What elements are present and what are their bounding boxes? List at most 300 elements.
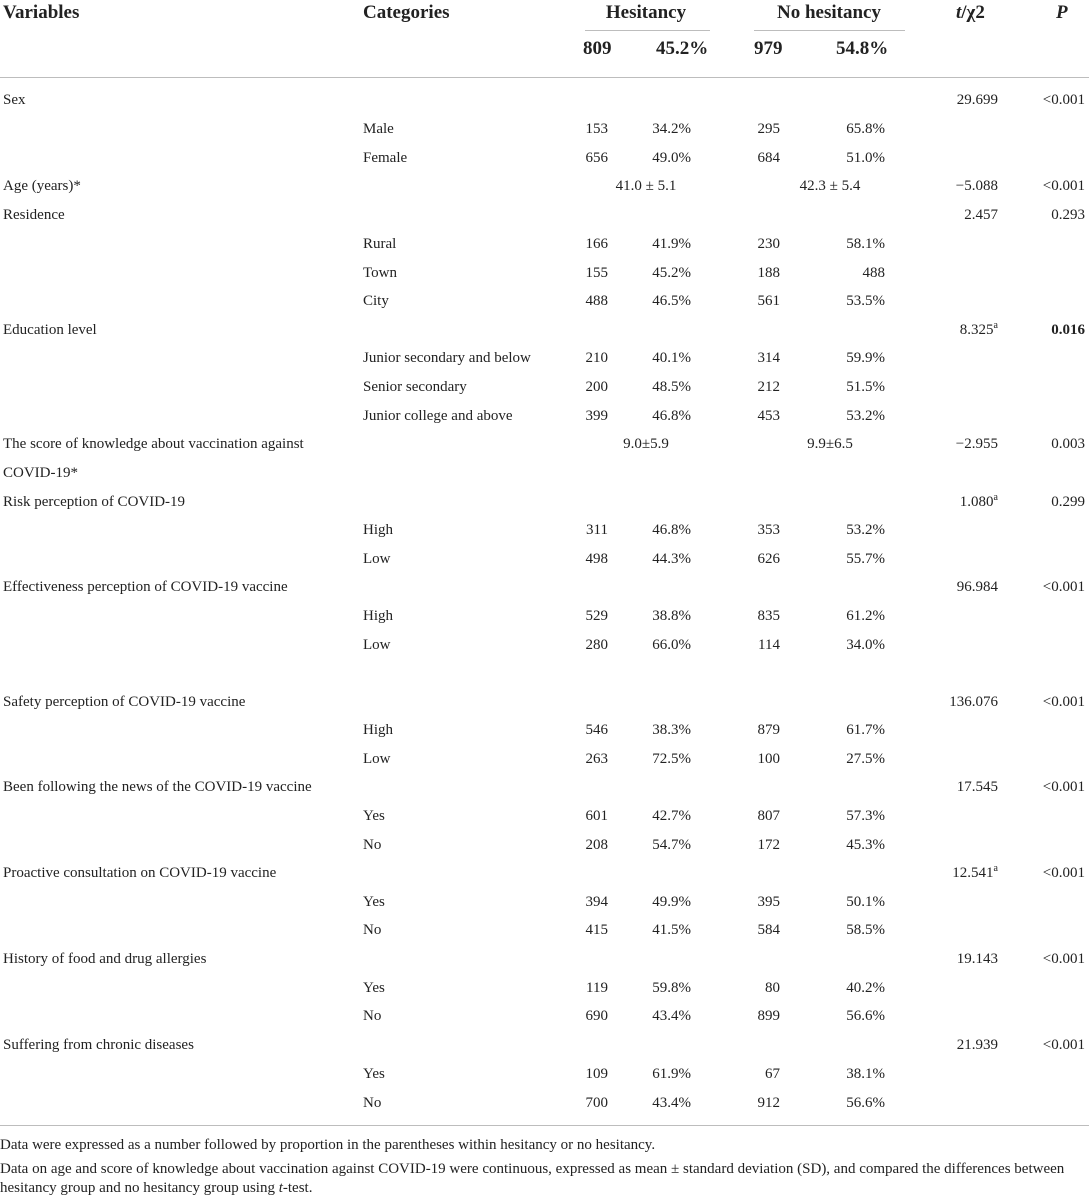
cell-h-n (586, 722, 609, 739)
cell-category (363, 1095, 381, 1112)
bottom-rule (0, 1125, 1089, 1126)
hesitancy-underline (585, 30, 710, 31)
cell-n-n (758, 379, 781, 396)
cell-stat (964, 207, 998, 224)
cell-category (363, 1066, 385, 1083)
cell-h-n-text: 200 (585, 379, 608, 395)
cell-stat-text: 17.545 (956, 779, 998, 795)
cell-h-n (586, 922, 609, 939)
cell-n-pct-text: 56.6% (846, 1095, 885, 1111)
cell-h-mean (616, 178, 677, 195)
cell-p-text: <0.001 (1042, 178, 1085, 194)
cell-n-pct (846, 1008, 885, 1025)
cell-h-n-text: 399 (585, 408, 608, 424)
cell-h-n (586, 608, 609, 625)
cell-category (363, 236, 396, 253)
cell-stat-text: 8.325 (959, 322, 994, 338)
cell-h-n-text: 166 (585, 236, 608, 252)
cell-n-n-text: 188 (757, 265, 780, 281)
cell-category-text: Yes (363, 1066, 385, 1082)
cell-category (363, 408, 513, 425)
cell-h-pct-text: 45.2% (652, 265, 691, 281)
cell-n-n-text: 835 (757, 608, 780, 624)
cell-h-n (586, 551, 609, 568)
cell-n-pct-text: 51.5% (846, 379, 885, 395)
cell-stat (957, 779, 998, 796)
cell-n-pct (846, 722, 885, 739)
cell-stat (957, 951, 998, 968)
cell-stat-text: 96.984 (956, 579, 998, 595)
cell-n-n-text: 395 (757, 894, 780, 910)
cell-n-pct-text: 58.1% (846, 236, 885, 252)
cell-variable (3, 779, 312, 796)
cell-n-n (758, 350, 781, 367)
cell-n-n (758, 236, 781, 253)
cell-h-n (586, 637, 609, 654)
cell-h-pct (652, 837, 691, 854)
header-statistic-chi: /χ2 (961, 2, 985, 23)
cell-n-n-text: 295 (757, 121, 780, 137)
cell-n-n-text: 114 (758, 637, 780, 653)
cell-variable-text: Effectiveness perception of COVID-19 vaccine (3, 579, 288, 595)
stat-footnote-marker: a (993, 320, 998, 331)
cell-n-n-text: 100 (757, 751, 780, 767)
cell-n-n-text: 314 (757, 350, 780, 366)
cell-n-n (758, 722, 781, 739)
cell-category (363, 551, 391, 568)
cell-p (1043, 951, 1085, 968)
cell-n-pct-text: 57.3% (846, 808, 885, 824)
cell-n-pct-text: 40.2% (846, 980, 885, 996)
cell-p-text: 0.016 (1051, 322, 1085, 338)
cell-stat-text: −5.088 (955, 178, 998, 194)
cell-p (1051, 494, 1085, 511)
cell-category (363, 379, 467, 396)
stat-footnote-marker: a (993, 492, 998, 503)
cell-variable (3, 494, 185, 511)
cell-variable-text: Safety perception of COVID-19 vaccine (3, 694, 246, 710)
cell-p (1043, 779, 1085, 796)
no-hesitancy-underline (754, 30, 905, 31)
cell-stat (952, 865, 998, 882)
cell-n-pct-text: 65.8% (846, 121, 885, 137)
cell-h-pct (652, 922, 691, 939)
cell-h-n-text: 546 (585, 722, 608, 738)
cell-h-pct (652, 408, 691, 425)
cell-h-n-text: 601 (585, 808, 608, 824)
cell-h-pct (652, 1066, 691, 1083)
cell-variable (3, 178, 81, 195)
cell-n-n-text: 453 (757, 408, 780, 424)
cell-p (1043, 178, 1085, 195)
cell-stat-text: 21.939 (956, 1037, 998, 1053)
cell-n-pct (846, 808, 885, 825)
cell-category (363, 637, 391, 654)
cell-category (363, 350, 531, 367)
cell-n-n-text: 899 (757, 1008, 780, 1024)
cell-n-n-text: 212 (757, 379, 780, 395)
cell-variable (3, 465, 78, 482)
cell-n-n (758, 837, 781, 854)
cell-h-pct-text: 66.0% (652, 637, 691, 653)
cell-stat (957, 579, 998, 596)
cell-h-n-text: 690 (585, 1008, 608, 1024)
cell-n-pct-text: 38.1% (846, 1066, 885, 1082)
header-categories: Categories (363, 2, 450, 23)
cell-n-mean-text: 9.9±6.5 (807, 436, 853, 452)
header-variables: Variables (3, 2, 80, 23)
header-no-hesitancy: No hesitancy (777, 2, 881, 23)
cell-h-n (586, 408, 609, 425)
cell-p (1043, 92, 1085, 109)
cell-n-pct-text: 45.3% (846, 837, 885, 853)
cell-h-n-text: 656 (585, 150, 608, 166)
cell-n-pct (846, 1095, 885, 1112)
cell-n-n (758, 608, 781, 625)
cell-category-text: Low (363, 637, 391, 653)
cell-stat-text: 136.076 (949, 694, 998, 710)
cell-category-text: Yes (363, 808, 385, 824)
cell-n-pct (846, 608, 885, 625)
cell-h-n (586, 1095, 609, 1112)
cell-n-n-text: 353 (757, 522, 780, 538)
cell-n-mean (807, 436, 853, 453)
cell-category-text: No (363, 1008, 382, 1024)
cell-variable (3, 322, 97, 339)
cell-stat (957, 1037, 998, 1054)
cell-category (363, 980, 385, 997)
cell-category (363, 150, 407, 167)
cell-n-pct (846, 522, 885, 539)
cell-h-n-text: 280 (585, 637, 608, 653)
cell-stat-text: −2.955 (955, 436, 998, 452)
cell-category-text: High (363, 722, 393, 738)
cell-p-text: 0.293 (1051, 207, 1085, 223)
cell-n-n (765, 980, 780, 997)
header-p: P (1056, 2, 1068, 23)
cell-h-pct-text: 49.0% (652, 150, 691, 166)
cell-h-pct-text: 54.7% (652, 837, 691, 853)
cell-n-n-text: 879 (757, 722, 780, 738)
cell-stat-text: 12.541 (952, 865, 994, 881)
cell-variable-text: Suffering from chronic diseases (3, 1037, 194, 1053)
cell-n-pct (846, 236, 885, 253)
cell-stat (957, 92, 998, 109)
cell-h-pct-text: 59.8% (652, 980, 691, 996)
cell-n-pct-text: 50.1% (846, 894, 885, 910)
cell-n-n (758, 1008, 781, 1025)
cell-h-pct (652, 608, 691, 625)
cell-h-n (586, 522, 608, 539)
cell-p-text: 0.299 (1051, 494, 1085, 510)
footnote-2-text: Data on age and score of knowledge about vaccination against COVID-19 were continuous, expressed as mean ± standard deviation (SD), and compared the differences between hesitancy group and no hesitancy group using (0, 1161, 1065, 1196)
header-no-hesitancy-n: 979 (754, 38, 783, 59)
cell-n-pct-text: 61.7% (846, 722, 885, 738)
cell-h-n (586, 293, 609, 310)
cell-h-pct (652, 980, 691, 997)
cell-h-pct-text: 48.5% (652, 379, 691, 395)
cell-p (1043, 865, 1085, 882)
cell-p-text: <0.001 (1042, 779, 1085, 795)
cell-h-n (586, 236, 609, 253)
cell-p (1051, 322, 1085, 339)
cell-category-text: Low (363, 751, 391, 767)
cell-category-text: No (363, 922, 382, 938)
cell-h-n-text: 109 (585, 1066, 608, 1082)
cell-category (363, 751, 391, 768)
cell-h-pct-text: 41.9% (652, 236, 691, 252)
cell-stat (949, 694, 998, 711)
cell-n-n (758, 808, 781, 825)
cell-h-pct-text: 40.1% (652, 350, 691, 366)
cell-category (363, 121, 394, 138)
cell-p (1043, 1037, 1085, 1054)
cell-h-pct-text: 34.2% (652, 121, 691, 137)
cell-h-pct-text: 46.8% (652, 408, 691, 424)
cell-p-text: <0.001 (1042, 865, 1085, 881)
cell-p-text: <0.001 (1042, 694, 1085, 710)
cell-category-text: Male (363, 121, 394, 137)
cell-stat-text: 1.080 (959, 494, 994, 510)
cell-n-n (758, 894, 781, 911)
cell-h-n-text: 700 (585, 1095, 608, 1111)
cell-n-n-text: 172 (757, 837, 780, 853)
cell-category (363, 293, 389, 310)
cell-n-pct (846, 980, 885, 997)
cell-h-n (586, 265, 609, 282)
cell-n-n-text: 912 (757, 1095, 780, 1111)
cell-h-pct (652, 808, 691, 825)
cell-h-pct (652, 751, 691, 768)
cell-variable-text: Education level (3, 322, 97, 338)
cell-n-pct (846, 150, 885, 167)
footnote-1: Data were expressed as a number followed by proportion in the parentheses within hesitancy or no hesitancy. (0, 1137, 656, 1153)
cell-h-pct-text: 43.4% (652, 1095, 691, 1111)
header-no-hesitancy-pct: 54.8% (836, 38, 889, 59)
cell-p (1043, 694, 1085, 711)
cell-n-n (758, 922, 781, 939)
cell-stat-text: 29.699 (956, 92, 998, 108)
cell-n-pct (846, 837, 885, 854)
cell-stat (960, 322, 998, 339)
cell-h-pct (652, 293, 691, 310)
cell-h-pct (652, 265, 691, 282)
cell-h-pct-text: 72.5% (652, 751, 691, 767)
cell-h-n (586, 121, 609, 138)
cell-n-pct-text: 488 (862, 265, 885, 281)
cell-h-n (586, 751, 609, 768)
cell-n-pct (846, 751, 885, 768)
cell-category-text: High (363, 608, 393, 624)
cell-h-pct (652, 121, 691, 138)
cell-category (363, 808, 385, 825)
cell-n-pct-text: 53.5% (846, 293, 885, 309)
cell-h-pct-text: 61.9% (652, 1066, 691, 1082)
cell-n-n (758, 408, 781, 425)
cell-n-pct-text: 53.2% (846, 408, 885, 424)
cell-n-pct-text: 53.2% (846, 522, 885, 538)
cell-category-text: Town (363, 265, 397, 281)
cell-h-n (586, 894, 609, 911)
cell-n-n-text: 807 (757, 808, 780, 824)
cell-n-n (758, 293, 781, 310)
cell-category-text: High (363, 522, 393, 538)
cell-h-pct-text: 38.3% (652, 722, 691, 738)
cell-h-pct-text: 44.3% (652, 551, 691, 567)
cell-n-pct-text: 27.5% (846, 751, 885, 767)
cell-variable (3, 579, 288, 596)
cell-h-mean-text: 9.0±5.9 (623, 436, 669, 452)
cell-n-n (765, 1066, 780, 1083)
cell-n-pct (846, 894, 885, 911)
cell-variable (3, 436, 304, 453)
cell-h-n-text: 394 (585, 894, 608, 910)
cell-category (363, 922, 381, 939)
cell-category-text: No (363, 837, 382, 853)
cell-n-pct-text: 56.6% (846, 1008, 885, 1024)
footnote-2-t: t (278, 1180, 283, 1196)
cell-variable-text: Sex (3, 92, 26, 108)
cell-n-pct-text: 61.2% (846, 608, 885, 624)
cell-n-pct (846, 637, 885, 654)
cell-h-n (586, 980, 608, 997)
cell-category (363, 265, 397, 282)
footnote-2 (0, 1160, 1089, 1198)
cell-p-text: <0.001 (1042, 579, 1085, 595)
cell-category-text: Female (363, 150, 408, 166)
cell-n-n-text: 684 (757, 150, 780, 166)
cell-variable (3, 865, 276, 882)
cell-p-text: <0.001 (1042, 92, 1085, 108)
cell-h-n-text: 415 (585, 922, 608, 938)
cell-n-n-text: 584 (757, 922, 780, 938)
cell-category (363, 608, 393, 625)
cell-category-text: Junior secondary and below (363, 350, 531, 366)
cell-h-mean (623, 436, 669, 453)
cell-h-n (586, 808, 609, 825)
cell-category-text: Junior college and above (363, 408, 513, 424)
cell-category-text: Low (363, 551, 391, 567)
cell-n-n-text: 67 (765, 1066, 780, 1082)
header-hesitancy-pct: 45.2% (656, 38, 709, 59)
cell-variable-text: Age (years)* (3, 178, 81, 194)
cell-n-n (758, 522, 781, 539)
cell-n-pct-text: 55.7% (846, 551, 885, 567)
cell-h-n (586, 350, 609, 367)
cell-stat (960, 494, 998, 511)
cell-h-pct-text: 43.4% (652, 1008, 691, 1024)
header-statistic-t: t (956, 2, 962, 23)
cell-n-pct (846, 922, 885, 939)
cell-category-text: Yes (363, 894, 385, 910)
cell-n-n-text: 230 (757, 236, 780, 252)
cell-n-n (758, 150, 781, 167)
stat-footnote-marker: a (993, 863, 998, 874)
cell-h-pct-text: 42.7% (652, 808, 691, 824)
cell-variable (3, 1037, 194, 1054)
cell-variable-text: Proactive consultation on COVID-19 vaccine (3, 865, 277, 881)
cell-h-n-text: 153 (585, 121, 608, 137)
cell-p (1051, 436, 1085, 453)
cell-category-text: Rural (363, 236, 397, 252)
cell-n-pct (846, 379, 885, 396)
cell-h-pct (652, 522, 691, 539)
cell-p-text: <0.001 (1042, 951, 1085, 967)
cell-n-mean (800, 178, 861, 195)
cell-n-pct (863, 265, 886, 282)
cell-h-pct-text: 46.5% (652, 293, 691, 309)
cell-variable-text: COVID-19* (3, 465, 78, 481)
cell-h-mean-text: 41.0 ± 5.1 (615, 178, 677, 194)
cell-h-n (586, 379, 609, 396)
cell-p (1051, 207, 1085, 224)
cell-h-n (586, 1066, 609, 1083)
cell-n-n (758, 1095, 781, 1112)
cell-h-n-text: 208 (585, 837, 608, 853)
cell-h-pct-text: 46.8% (652, 522, 691, 538)
cell-h-n-text: 119 (586, 980, 608, 996)
cell-category-text: Yes (363, 980, 385, 996)
cell-n-n-text: 626 (757, 551, 780, 567)
cell-category-text: City (363, 293, 389, 309)
cell-variable (3, 951, 206, 968)
cell-n-pct-text: 59.9% (846, 350, 885, 366)
footnote-2-end: -test. (282, 1180, 313, 1196)
cell-h-n-text: 263 (585, 751, 608, 767)
cell-h-pct (652, 350, 691, 367)
cell-n-pct (846, 350, 885, 367)
cell-h-pct-text: 41.5% (652, 922, 691, 938)
cell-h-pct (652, 150, 691, 167)
cell-stat-text: 2.457 (964, 207, 998, 223)
cell-n-pct-text: 51.0% (846, 150, 885, 166)
cell-category (363, 894, 385, 911)
cell-n-pct-text: 34.0% (846, 637, 885, 653)
cell-n-pct (846, 293, 885, 310)
cell-h-pct (652, 1008, 691, 1025)
cell-h-pct (652, 637, 691, 654)
cell-variable (3, 694, 245, 711)
cell-stat-text: 19.143 (956, 951, 998, 967)
cell-n-pct (846, 551, 885, 568)
cell-n-n (758, 637, 780, 654)
header-hesitancy-n: 809 (583, 38, 612, 59)
cell-h-n-text: 498 (585, 551, 608, 567)
cell-h-pct (652, 379, 691, 396)
header-hesitancy: Hesitancy (605, 2, 687, 23)
cell-variable-text: The score of knowledge about vaccination against (3, 436, 304, 452)
header-rule (0, 77, 1089, 78)
cell-n-n (758, 751, 781, 768)
cell-n-n (758, 551, 781, 568)
cell-h-pct (652, 1095, 691, 1112)
cell-category (363, 837, 381, 854)
cell-n-n (758, 265, 781, 282)
cell-h-n-text: 311 (586, 522, 608, 538)
cell-variable-text: Risk perception of COVID-19 (3, 494, 186, 510)
cell-variable-text: Been following the news of the COVID-19 vaccine (3, 779, 312, 795)
cell-h-pct-text: 38.8% (652, 608, 691, 624)
cell-h-n (586, 837, 609, 854)
cell-n-pct (846, 121, 885, 138)
cell-h-pct (652, 551, 691, 568)
cell-variable (3, 92, 26, 109)
cell-variable-text: Residence (3, 207, 65, 223)
cell-p-text: <0.001 (1042, 1037, 1085, 1053)
cell-n-pct (846, 1066, 885, 1083)
cell-h-pct (652, 236, 691, 253)
cell-n-pct (846, 408, 885, 425)
